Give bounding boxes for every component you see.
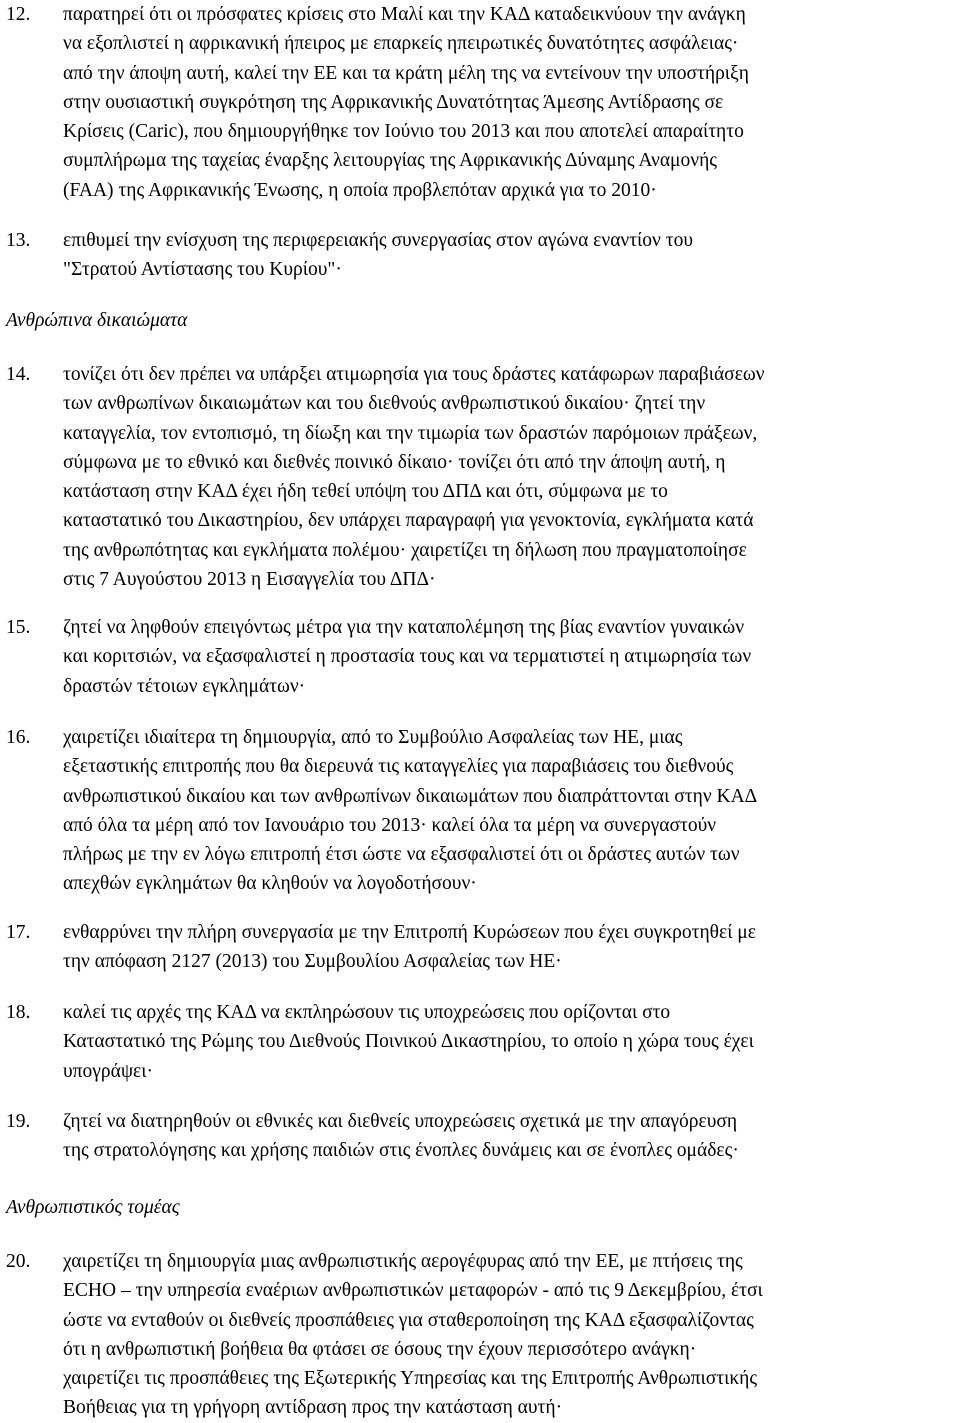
paragraph-number: 16.: [6, 727, 31, 748]
paragraph-text: χαιρετίζει ιδιαίτερα τη δημιουργία, από το Συμβούλιο Ασφαλείας των ΗΕ, μιας εξεταστικής επιτροπής που θα διερευνά τις καταγγελίες για παραβιάσεις του διεθνούς ανθρωπιστικού δικαίου και των ανθρωπίνων δικαιωμάτων που διαπράττονται στην ΚΑΔ από όλα τα μέρη από τον Ιανουάριο του 2013· καλεί όλα τα μέρη να συνεργαστούν πλήρως με την εν λόγω επιτροπή έτσι ώστε να εξασφαλιστεί ότι οι δράστες αυτών των απεχθών εγκλημάτων θα κληθούν να λογοδοτήσουν·: [63, 727, 758, 895]
paragraph-text: χαιρετίζει τη δημιουργία μιας ανθρωπιστικής αερογέφυρας από την ΕΕ, με πτήσεις της ECHO – την υπηρεσία εναέριων ανθρωπιστικών μεταφορών - από τις 9 Δεκεμβρίου, έτσι ώστε να ενταθούν οι διεθνείς προσπάθειες για σταθεροποίηση της ΚΑΔ εξασφαλίζοντας ότι η ανθρωπιστική βοήθεια θα φτάσει σε όσους την έχουν περισσότερο ανάγκη· χαιρετίζει τις προσπάθειες της Εξωτερικής Υπηρεσίας και της Επιτροπής Ανθρωπιστικής Βοήθειας για τη γρήγορη αντίδραση προς την κατάσταση αυτή·: [63, 1251, 763, 1419]
paragraph-number: 12.: [6, 4, 31, 25]
paragraph-number: 20.: [6, 1251, 31, 1272]
paragraph-text: καλεί τις αρχές της ΚΑΔ να εκπληρώσουν τις υποχρεώσεις που ορίζονται στο Καταστατικό της Ρώμης του Διεθνούς Ποινικού Δικαστηρίου, το οποίο η χώρα τους έχει υπογράψει·: [63, 1002, 754, 1082]
paragraph-text: επιθυμεί την ενίσχυση της περιφερειακής συνεργασίας στον αγώνα εναντίον του "Στρατού Αντίστασης του Κυρίου"·: [63, 230, 693, 281]
paragraph-text: ζητεί να διατηρηθούν οι εθνικές και διεθνείς υποχρεώσεις σχετικά με την απαγόρευση της στρατολόγησης και χρήσης παιδιών στις ένοπλες δυνάμεις και σε ένοπλες ομάδες·: [63, 1111, 739, 1162]
paragraph-text: ζητεί να ληφθούν επειγόντως μέτρα για την καταπολέμηση της βίας εναντίον γυναικών και κοριτσιών, να εξασφαλιστεί η προστασία τους και να τερματιστεί η ατιμωρησία των δραστών τέτοιων εγκλημάτων·: [63, 617, 752, 697]
paragraph-number: 17.: [6, 922, 31, 943]
paragraph-number: 13.: [6, 230, 31, 251]
paragraph-text: ενθαρρύνει την πλήρη συνεργασία με την Επιτροπή Κυρώσεων που έχει συγκροτηθεί με την απόφαση 2127 (2013) του Συμβουλίου Ασφαλείας των ΗΕ·: [63, 922, 756, 973]
paragraph-number: 19.: [6, 1111, 31, 1132]
paragraph-text: παρατηρεί ότι οι πρόσφατες κρίσεις στο Μαλί και την ΚΑΔ καταδεικνύουν την ανάγκη να εξοπλιστεί η αφρικανική ήπειρος με επαρκείς ηπειρωτικές δυνατότητες ασφάλειας· από την άποψη αυτή, καλεί την ΕΕ και τα κράτη μέλη της να εντείνουν την υποστήριξη στην ουσιαστική συγκρότηση της Αφρικανικής Δυνατότητας Άμεσης Αντίδρασης σε Κρίσεις (Caric), που δημιουργήθηκε τον Ιούνιο του 2013 και που αποτελεί απαραίτητο συμπλήρωμα της ταχείας έναρξης λειτουργίας της Αφρικανικής Δύναμης Αναμονής (FAA) της Αφρικανικής Ένωσης, η οποία προβλεπόταν αρχικά για το 2010·: [63, 4, 749, 201]
paragraph-number: 15.: [6, 617, 31, 638]
paragraph-number: 14.: [6, 364, 31, 385]
paragraph-number: 18.: [6, 1002, 31, 1023]
section-heading-human-rights: Ανθρώπινα δικαιώματα: [6, 310, 188, 331]
section-heading-humanitarian: Ανθρωπιστικός τομέας: [6, 1197, 180, 1218]
paragraph-text: τονίζει ότι δεν πρέπει να υπάρξει ατιμωρησία για τους δράστες κατάφωρων παραβιάσεων των ανθρωπίνων δικαιωμάτων και του διεθνούς ανθρωπιστικού δικαίου· ζητεί την καταγγελία, τον εντοπισμό, τη δίωξη και την τιμωρία των δραστών παρόμοιων πράξεων, σύμφωνα με το εθνικό και διεθνές ποινικό δίκαιο· τονίζει ότι από την άποψη αυτή, η κατάσταση στην ΚΑΔ έχει ήδη τεθεί υπόψη του ΔΠΔ και ότι, σύμφωνα με το καταστατικό του Δικαστηρίου, δεν υπάρχει παραγραφή για γενοκτονία, εγκλήματα κατά της ανθρωπότητας και εγκλήματα πολέμου· χαιρετίζει τη δήλωση που πραγματοποίησε στις 7 Αυγούστου 2013 η Εισαγγελία του ΔΠΔ·: [63, 364, 765, 591]
